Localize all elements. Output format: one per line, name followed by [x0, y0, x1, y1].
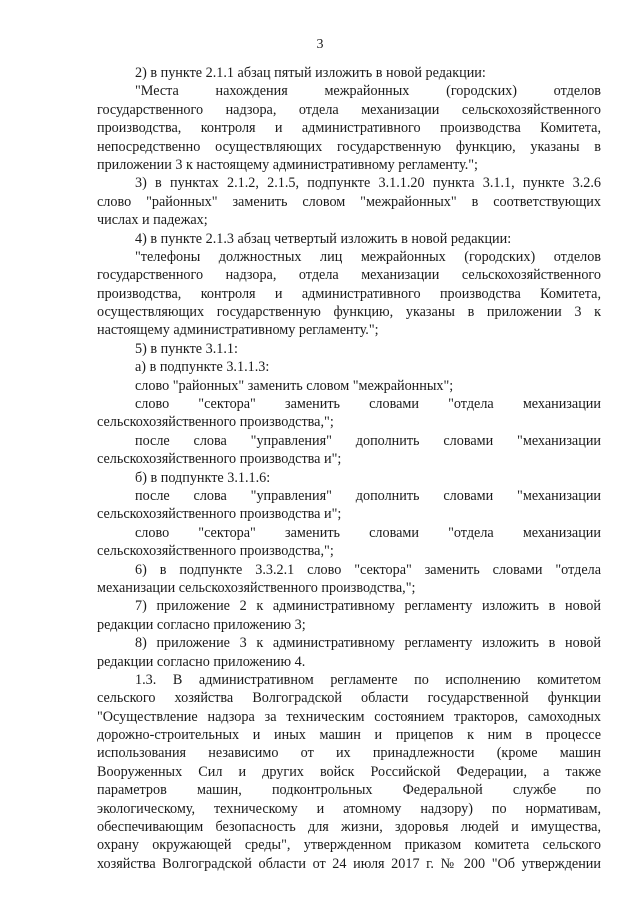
- text-line: экологическому, техническому и атомному надзору) по нормативам,: [97, 800, 601, 817]
- text-line: государственного надзора, отдела механизации сельскохозяйственного: [97, 101, 601, 118]
- text-line: использования независимо от их принадлежности (кроме машин: [97, 745, 601, 762]
- text-line: 5) в пункте 3.1.1:: [135, 340, 238, 357]
- text-line: Вооруженных Сил и других войск Российской Федерации, а также: [97, 763, 601, 780]
- document-body: [97, 64, 601, 873]
- text-line: обеспечивающим безопасность для жизни, здоровья людей и имущества,: [97, 819, 601, 836]
- text-line: непосредственно осуществляющих государственную функцию, указаны в: [97, 138, 601, 155]
- text-line: слово "сектора" заменить словами "отдела механизации: [135, 524, 601, 541]
- text-line: государственного надзора, отдела механизации сельскохозяйственного: [97, 267, 601, 284]
- text-line: хозяйства Волгоградской области от 24 июля 2017 г. № 200 "Об утверждении: [97, 855, 601, 872]
- text-line: числах и падежах;: [97, 212, 208, 229]
- text-line: сельскохозяйственного производства и";: [97, 451, 342, 468]
- text-line: слово "районных" заменить словом "межрайонных" в соответствующих: [97, 193, 601, 210]
- text-line: настоящему административному регламенту.";: [97, 322, 379, 339]
- text-line: сельскохозяйственного производства,";: [97, 414, 334, 431]
- text-line: 1.3. В административном регламенте по исполнению комитетом: [135, 671, 601, 688]
- text-line: сельскохозяйственного производства,";: [97, 543, 334, 560]
- text-line: "телефоны должностных лиц межрайонных (городских) отделов: [135, 248, 601, 265]
- text-line: 3) в пунктах 2.1.2, 2.1.5, подпункте 3.1.1.20 пункта 3.1.1, пункте 3.2.6: [135, 175, 601, 192]
- text-line: слово "сектора" заменить словами "отдела механизации: [135, 396, 601, 413]
- text-line: редакции согласно приложению 3;: [97, 616, 306, 633]
- text-line: слово "районных" заменить словом "межрайонных";: [135, 377, 454, 394]
- text-line: после слова "управления" дополнить словами "механизации: [135, 432, 601, 449]
- text-line: редакции согласно приложению 4.: [97, 653, 306, 670]
- text-line: сельскохозяйственного производства и";: [97, 506, 342, 523]
- text-line: 4) в пункте 2.1.3 абзац четвертый изложить в новой редакции:: [135, 230, 512, 247]
- text-line: "Места нахождения межрайонных (городских) отделов: [135, 83, 601, 100]
- text-line: после слова "управления" дополнить словами "механизации: [135, 487, 601, 504]
- text-line: 7) приложение 2 к административному регламенту изложить в новой: [135, 598, 601, 615]
- text-line: приложении 3 к настоящему административному регламенту.";: [97, 156, 478, 173]
- text-line: производства, контроля и административного производства Комитета,: [97, 120, 601, 137]
- text-line: 2) в пункте 2.1.1 абзац пятый изложить в новой редакции:: [135, 65, 486, 81]
- text-line: 6) в подпункте 3.3.2.1 слово "сектора" заменить словами "отдела: [135, 561, 601, 578]
- text-line: производства, контроля и административного производства Комитета,: [97, 285, 601, 302]
- text-line: б) в подпункте 3.1.1.6:: [135, 469, 271, 486]
- text-line: охрану окружающей среды", утвержденном приказом комитета сельского: [97, 837, 601, 854]
- text-line: осуществляющих государственную функцию, указаны в приложении 3 к: [97, 304, 601, 321]
- text-line: параметров машин, подконтрольных Федеральной службе по: [97, 782, 601, 799]
- page-number: 3: [316, 37, 324, 52]
- text-line: механизации сельскохозяйственного производства,";: [97, 579, 416, 596]
- text-line: сельского хозяйства Волгоградской области государственной функции: [97, 690, 601, 707]
- text-line: "Осуществление надзора за техническим состоянием тракторов, самоходных: [97, 708, 601, 725]
- text-line: 8) приложение 3 к административному регламенту изложить в новой: [135, 635, 601, 652]
- text-line: а) в подпункте 3.1.1.3:: [135, 359, 270, 376]
- text-line: дорожно-строительных и иных машин и прицепов к ним в процессе: [97, 727, 601, 744]
